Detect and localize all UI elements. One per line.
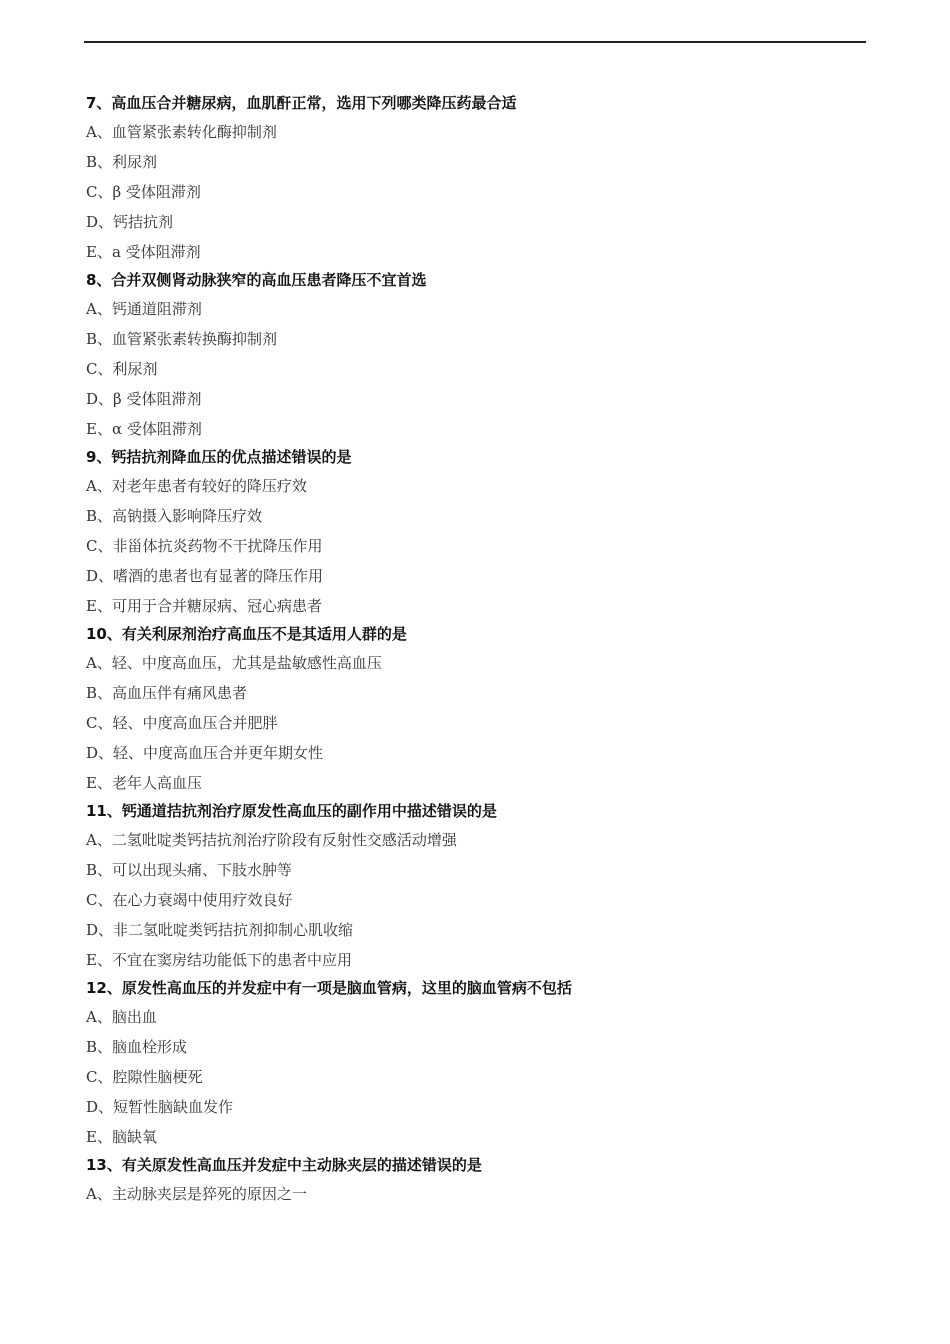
option-a: A、二氢吡啶类钙拮抗剂治疗阶段有反射性交感活动增强: [86, 831, 457, 849]
option-a: A、主动脉夹层是猝死的原因之一: [86, 1185, 307, 1203]
option-a: A、对老年患者有较好的降压疗效: [86, 477, 307, 495]
option-c: C、在心力衰竭中使用疗效良好: [86, 891, 293, 909]
option-b: B、利尿剂: [86, 153, 158, 171]
option-d: D、短暂性脑缺血发作: [86, 1098, 234, 1116]
option-d: D、钙拮抗剂: [86, 213, 174, 231]
option-c: C、非甾体抗炎药物不干扰降压作用: [86, 537, 323, 555]
question-text: 10、有关利尿剂治疗高血压不是其适用人群的是: [86, 625, 407, 643]
question-10: [86, 621, 866, 798]
question-9: [86, 444, 866, 621]
question-list: [86, 90, 866, 1209]
option-e: E、a 受体阻滞剂: [86, 243, 201, 261]
option-d: D、非二氢吡啶类钙拮抗剂抑制心肌收缩: [86, 921, 354, 939]
question-11: [86, 798, 866, 975]
option-b: B、血管紧张素转换酶抑制剂: [86, 330, 278, 348]
question-8: [86, 267, 866, 444]
option-d: D、嗜酒的患者也有显著的降压作用: [86, 567, 324, 585]
option-a: A、钙通道阻滞剂: [86, 300, 202, 318]
question-text: 12、原发性高血压的并发症中有一项是脑血管病，这里的脑血管病不包括: [86, 979, 572, 997]
option-c: C、轻、中度高血压合并肥胖: [86, 714, 278, 732]
option-e: E、可用于合并糖尿病、冠心病患者: [86, 597, 322, 615]
option-a: A、轻、中度高血压，尤其是盐敏感性高血压: [86, 654, 382, 672]
question-text: 7、高血压合并糖尿病，血肌酐正常，选用下列哪类降压药最合适: [86, 94, 517, 112]
question-text: 9、钙拮抗剂降血压的优点描述错误的是: [86, 448, 352, 466]
option-b: B、高钠摄入影响降压疗效: [86, 507, 263, 525]
option-b: B、高血压伴有痛风患者: [86, 684, 248, 702]
option-b: B、可以出现头痛、下肢水肿等: [86, 861, 293, 879]
question-7: [86, 90, 866, 267]
option-e: E、脑缺氧: [86, 1128, 157, 1146]
header-rule: [84, 41, 866, 43]
question-13: [86, 1152, 866, 1209]
question-text: 11、钙通道拮抗剂治疗原发性高血压的副作用中描述错误的是: [86, 802, 497, 820]
question-12: [86, 975, 866, 1152]
option-a: A、血管紧张素转化酶抑制剂: [86, 123, 277, 141]
option-c: C、利尿剂: [86, 360, 158, 378]
option-d: D、轻、中度高血压合并更年期女性: [86, 744, 324, 762]
option-e: E、不宜在窦房结功能低下的患者中应用: [86, 951, 352, 969]
option-e: E、α 受体阻滞剂: [86, 420, 202, 438]
option-b: B、脑血栓形成: [86, 1038, 188, 1056]
option-e: E、老年人高血压: [86, 774, 202, 792]
option-d: D、β 受体阻滞剂: [86, 390, 202, 408]
question-text: 8、合并双侧肾动脉狭窄的高血压患者降压不宜首选: [86, 271, 427, 289]
option-c: C、腔隙性脑梗死: [86, 1068, 203, 1086]
option-c: C、β 受体阻滞剂: [86, 183, 201, 201]
option-a: A、脑出血: [86, 1008, 157, 1026]
question-text: 13、有关原发性高血压并发症中主动脉夹层的描述错误的是: [86, 1156, 482, 1174]
